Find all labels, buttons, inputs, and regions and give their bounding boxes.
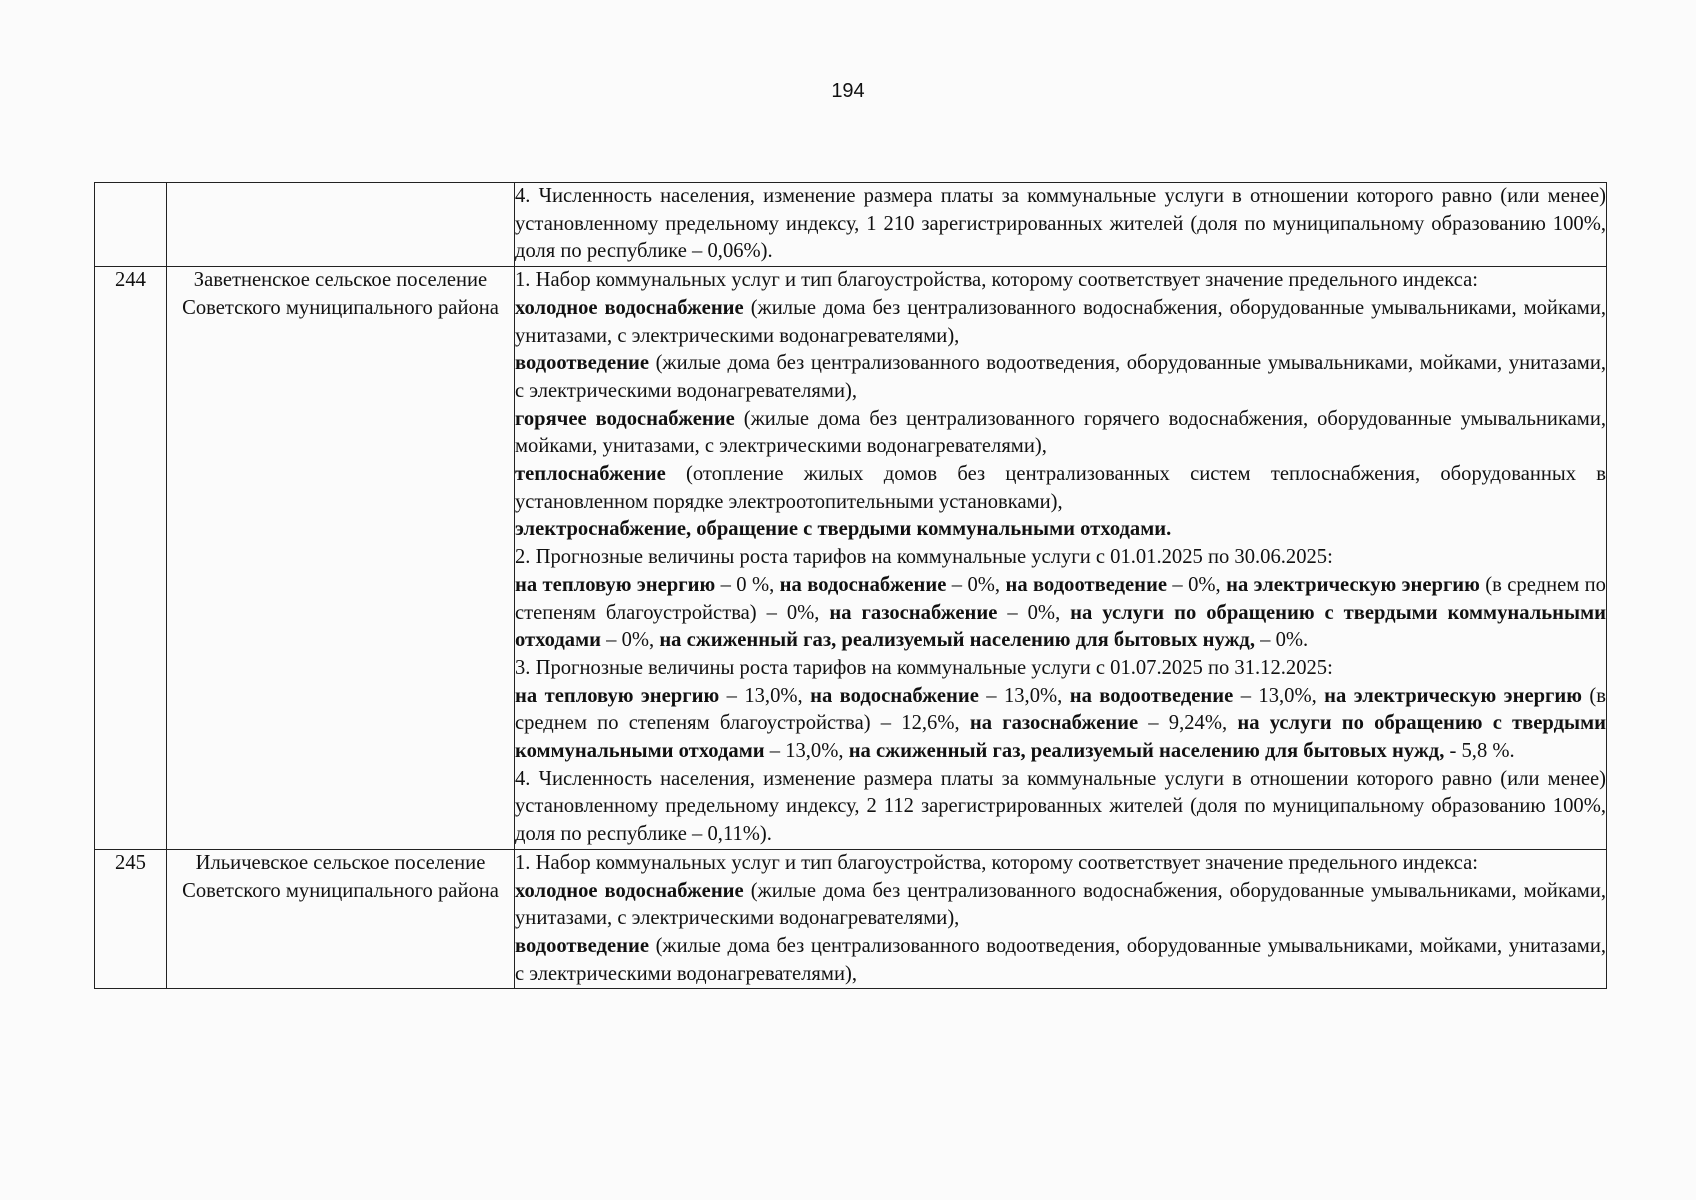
tariff-table	[94, 182, 1607, 989]
text-segment: – 0%,	[946, 573, 1006, 596]
bold-text-segment: на водоснабжение	[779, 573, 947, 596]
bold-text-segment: на газоснабжение	[829, 601, 998, 624]
row-number-cell: 244	[95, 267, 167, 850]
bold-text-segment: на водоснабжение	[810, 684, 979, 707]
description-paragraph	[515, 461, 1606, 516]
description-paragraph	[515, 572, 1606, 655]
page-number: 194	[831, 80, 865, 102]
description-paragraph	[515, 683, 1606, 766]
bold-text-segment: водоотведение	[515, 352, 649, 375]
table-row	[95, 183, 1607, 267]
bold-text-segment: на услуги по обращению с твердыми коммунальными отходами	[515, 712, 1607, 763]
text-segment: 2. Прогнозные величины роста тарифов на коммунальные услуги с 01.01.2025 по 30.06.2025:	[515, 546, 1333, 569]
description-paragraph	[515, 766, 1606, 849]
description-paragraph	[515, 350, 1606, 405]
bold-text-segment: на электрическую энергию	[1226, 573, 1480, 596]
text-segment: (жилые дома без централизованного водоотведения, оборудованные умывальниками, мойками, унитазами, с электрическими водонагревателями),	[515, 934, 1606, 985]
bold-text-segment: холодное водоснабжение	[515, 879, 744, 902]
description-paragraph	[515, 516, 1606, 544]
description-paragraph	[515, 406, 1606, 461]
table-row	[95, 267, 1607, 850]
text-segment: (в среднем по степеням благоустройства) – 0%,	[515, 573, 1606, 624]
table-body	[95, 183, 1607, 989]
text-segment: 1. Набор коммунальных услуг и тип благоустройства, которому соответствует значение предельного индекса:	[515, 269, 1478, 292]
description-paragraph	[515, 655, 1606, 683]
text-segment: - 5,8 %.	[1444, 740, 1515, 763]
text-segment: 4. Численность населения, изменение размера платы за коммунальные услуги в отношении которого равно (или менее) установленному предельному индексу, 1 210 зарегистрированных жителей (доля по муниципальному образованию 100%, доля по республике – 0,06%).	[515, 185, 1606, 263]
bold-text-segment: электроснабжение, обращение с твердыми коммунальными отходами.	[515, 518, 1172, 541]
bold-text-segment: на водоотведение	[1069, 684, 1234, 707]
text-segment: 4. Численность населения, изменение размера платы за коммунальные услуги в отношении которого равно (или менее) установленному предельному индексу, 2 112 зарегистрированных жителей (доля по муниципальному образованию 100%, доля по республике – 0,11%).	[515, 767, 1606, 846]
description-paragraph	[515, 183, 1606, 266]
bold-text-segment: на электрическую энергию	[1324, 684, 1582, 707]
table-row	[95, 849, 1607, 989]
description-paragraph	[515, 544, 1606, 572]
description-cell	[515, 267, 1607, 850]
text-segment: – 0%.	[1254, 629, 1309, 652]
bold-text-segment: водоотведение	[515, 934, 649, 957]
bold-text-segment: на водоотведение	[1005, 573, 1168, 596]
text-segment: – 0 %,	[715, 573, 780, 596]
bold-text-segment: на сжиженный газ, реализуемый населению для бытовых нужд,	[848, 740, 1445, 763]
text-segment: (в среднем по степеням благоустройства) – 12,6%,	[515, 684, 1606, 735]
description-paragraph	[515, 878, 1606, 933]
description-paragraph	[515, 267, 1606, 295]
bold-text-segment: горячее водоснабжение	[515, 407, 735, 430]
bold-text-segment: на сжиженный газ, реализуемый населению для бытовых нужд,	[659, 629, 1255, 652]
text-segment: – 0%,	[997, 601, 1071, 624]
text-segment: – 9,24%,	[1138, 712, 1238, 735]
bold-text-segment: теплоснабжение	[515, 463, 666, 486]
bold-text-segment: на услуги по обращению с твердыми коммунальными отходами	[515, 601, 1607, 652]
description-paragraph	[515, 295, 1606, 350]
text-segment: (жилые дома без централизованного водоснабжения, оборудованные умывальниками, мойками, унитазами, с электрическими водонагревателями),	[515, 296, 1606, 347]
description-cell	[515, 849, 1607, 989]
row-number-cell	[95, 183, 167, 267]
row-number-cell: 245	[95, 849, 167, 989]
description-paragraph	[515, 933, 1606, 988]
description-paragraph	[515, 850, 1606, 878]
text-segment: (отопление жилых домов без централизованных систем теплоснабжения, оборудованных в установленном порядке электроотопительными установками),	[515, 463, 1606, 513]
bold-text-segment: холодное водоснабжение	[515, 296, 744, 319]
text-segment: (жилые дома без централизованного водоснабжения, оборудованные умывальниками, мойками, унитазами, с электрическими водонагревателями),	[515, 879, 1606, 930]
bold-text-segment: на газоснабжение	[969, 712, 1139, 735]
description-cell	[515, 183, 1607, 267]
text-segment: (жилые дома без централизованного водоотведения, оборудованные умывальниками, мойками, унитазами, с электрическими водонагревателями),	[515, 352, 1606, 402]
text-segment: (жилые дома без централизованного горячего водоснабжения, оборудованные умывальниками, мойками, унитазами, с электрическими водонагревателями),	[515, 407, 1606, 458]
text-segment: – 0%,	[1167, 573, 1227, 596]
municipality-name-cell	[167, 183, 515, 267]
text-segment: 1. Набор коммунальных услуг и тип благоустройства, которому соответствует значение предельного индекса:	[515, 851, 1478, 874]
text-segment: – 13,0%,	[1233, 684, 1325, 707]
text-segment: 3. Прогнозные величины роста тарифов на коммунальные услуги с 01.07.2025 по 31.12.2025:	[515, 656, 1333, 679]
text-segment: – 0%,	[600, 629, 660, 652]
municipality-name-cell: Заветненское сельское поселение Советского муниципального района	[167, 267, 515, 850]
bold-text-segment: на тепловую энергию	[515, 684, 720, 707]
text-segment: – 13,0%,	[719, 684, 811, 707]
text-segment: – 13,0%,	[764, 740, 849, 763]
bold-text-segment: на тепловую энергию	[515, 573, 716, 596]
municipality-name-cell: Ильичевское сельское поселение Советского муниципального района	[167, 849, 515, 989]
text-segment: – 13,0%,	[978, 684, 1070, 707]
